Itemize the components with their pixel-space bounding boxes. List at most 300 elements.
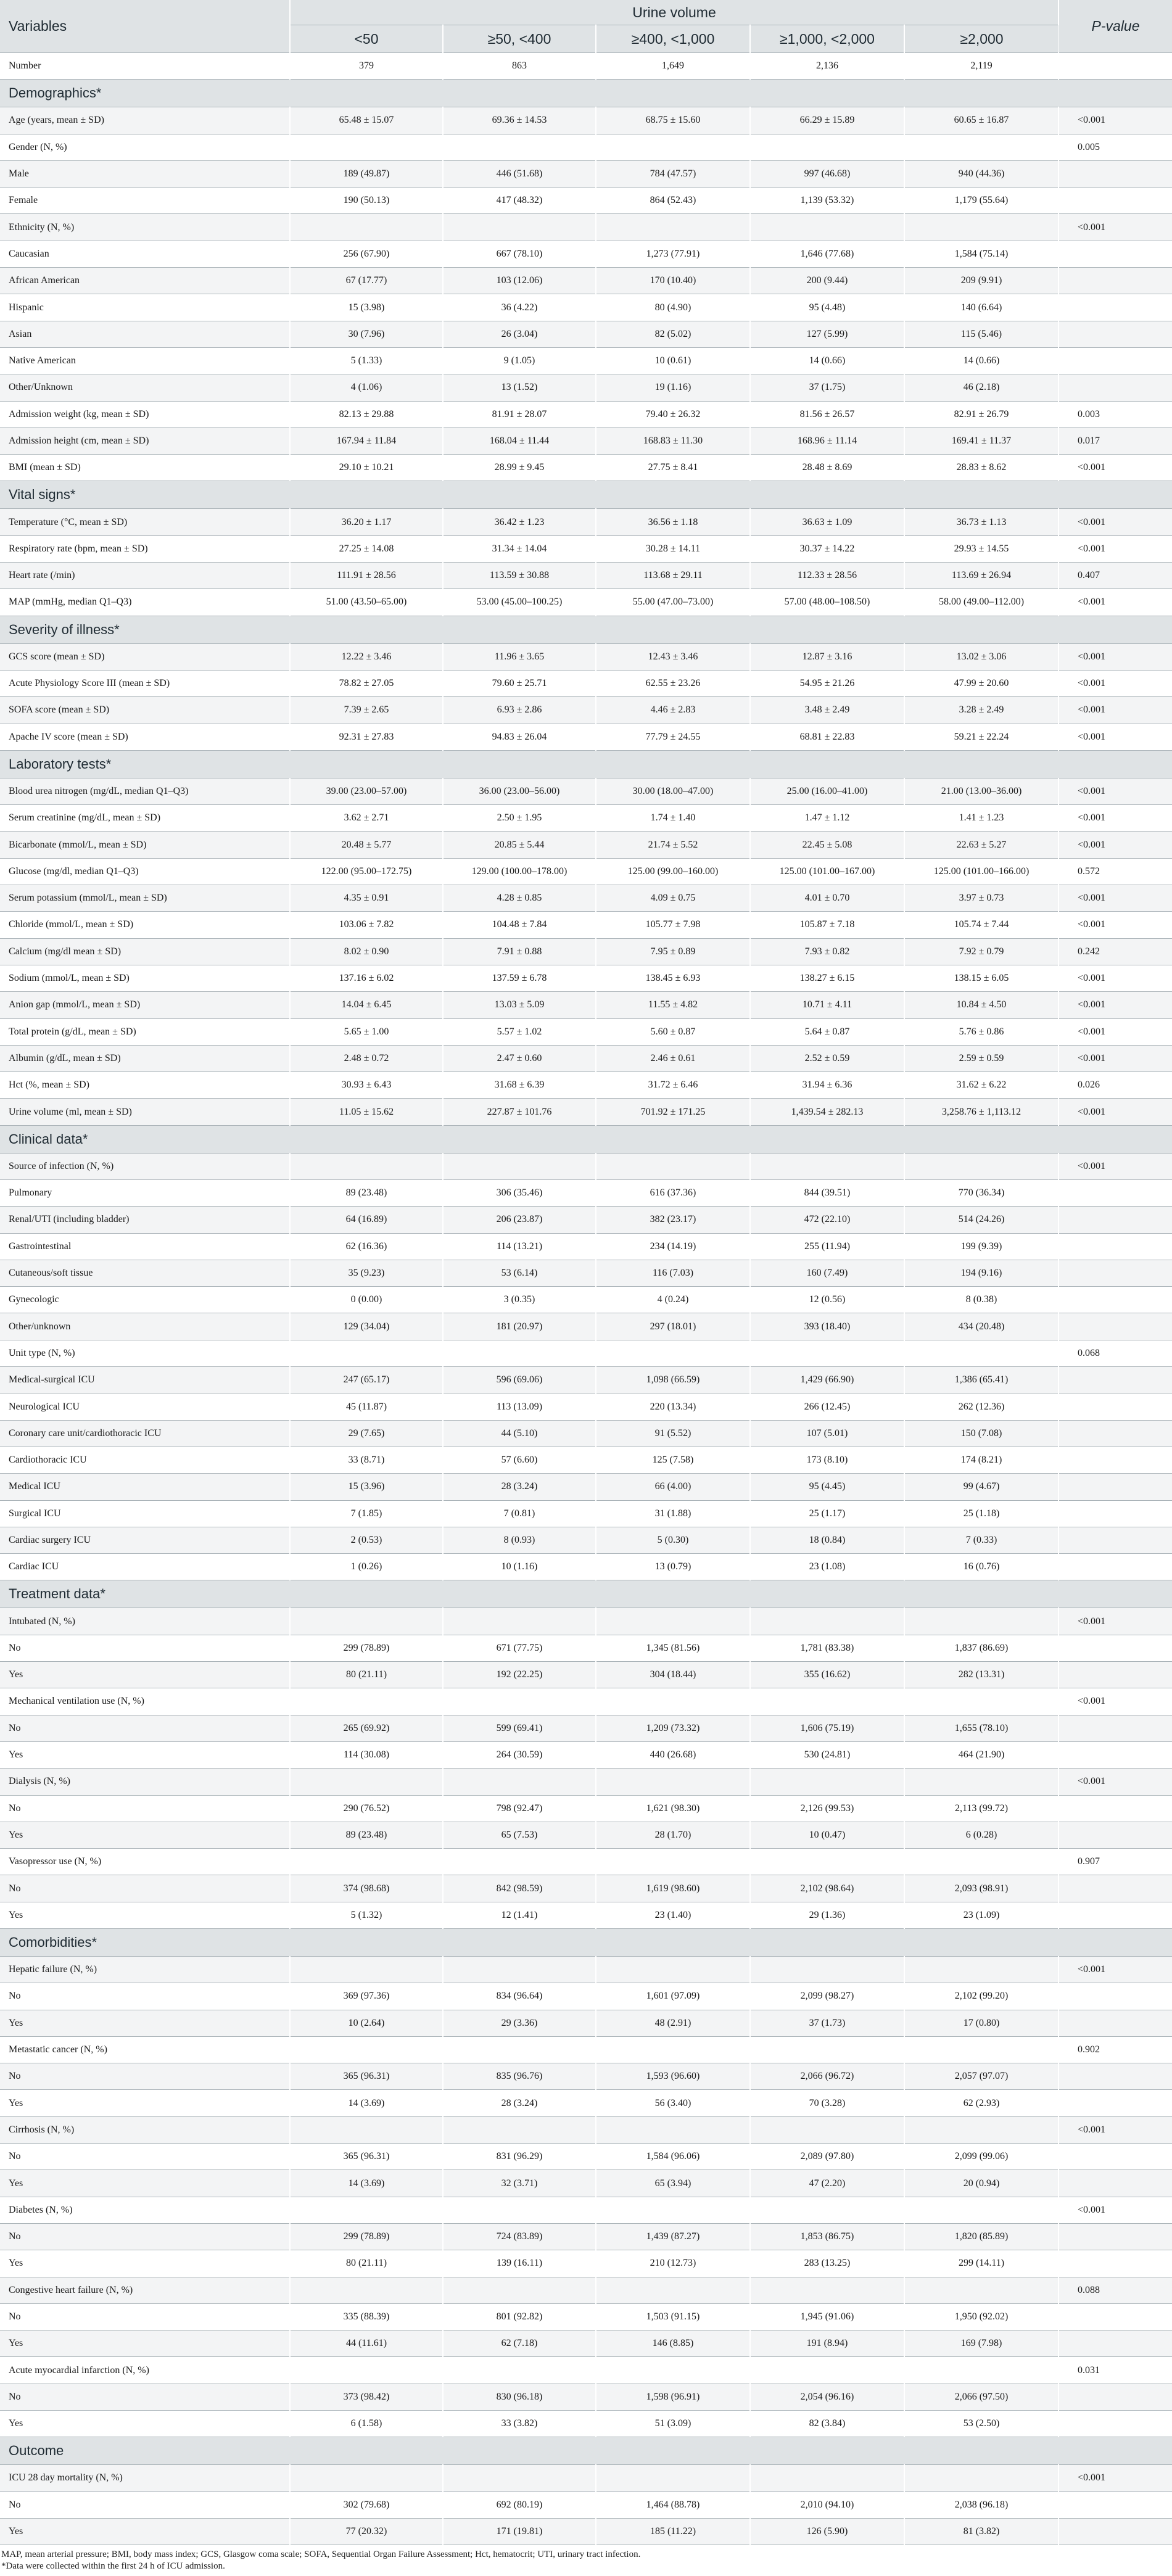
cell-group-3: 170 (10.40) (596, 268, 750, 294)
cell-group-1: 365 (96.31) (290, 2063, 443, 2090)
row-label: Male (0, 160, 290, 187)
row-label: Dialysis (N, %) (0, 1769, 290, 1795)
cell-group-5: 99 (4.67) (904, 1474, 1059, 1500)
cell-group-4: 25.00 (16.00–41.00) (750, 778, 904, 804)
table-row (0, 724, 1172, 750)
cell-group-1 (290, 2116, 443, 2143)
cell-p-value (1059, 188, 1172, 214)
cell-group-3 (596, 1688, 750, 1715)
row-label: Glucose (mg/dl, median Q1–Q3) (0, 858, 290, 885)
table-row (0, 427, 1172, 454)
cell-p-value (1059, 347, 1172, 374)
cell-p-value (1059, 1260, 1172, 1286)
cell-group-4: 31.94 ± 6.36 (750, 1072, 904, 1099)
cell-group-3: 440 (26.68) (596, 1741, 750, 1768)
table-row (0, 535, 1172, 562)
cell-group-4: 2,136 (750, 53, 904, 80)
cell-group-2 (443, 2197, 596, 2223)
row-label: No (0, 1795, 290, 1822)
cell-group-1 (290, 1153, 443, 1179)
cell-group-1: 0 (0.00) (290, 1287, 443, 1313)
cell-group-3: 1,598 (96.91) (596, 2384, 750, 2410)
table-row (0, 188, 1172, 214)
cell-group-1 (290, 214, 443, 241)
cell-group-2: 724 (83.89) (443, 2223, 596, 2250)
table-row (0, 2384, 1172, 2410)
table-row (0, 374, 1172, 401)
row-label: Neurological ICU (0, 1393, 290, 1420)
cell-group-5: 23 (1.09) (904, 1902, 1059, 1928)
row-label: Yes (0, 1902, 290, 1928)
cell-group-1: 335 (88.39) (290, 2303, 443, 2330)
cell-group-1: 20.48 ± 5.77 (290, 832, 443, 858)
row-label: No (0, 1983, 290, 2010)
row-label: Source of infection (N, %) (0, 1153, 290, 1179)
row-label: SOFA score (mean ± SD) (0, 697, 290, 724)
cell-group-2: 417 (48.32) (443, 188, 596, 214)
cell-group-4: 37 (1.75) (750, 374, 904, 401)
cell-group-5: 13.02 ± 3.06 (904, 643, 1059, 670)
cell-group-3: 185 (11.22) (596, 2518, 750, 2545)
cell-group-5: 140 (6.64) (904, 294, 1059, 321)
row-label: Congestive heart failure (N, %) (0, 2277, 290, 2303)
table-body (0, 53, 1172, 2545)
row-label: Heart rate (/min) (0, 563, 290, 589)
cell-p-value: <0.001 (1059, 805, 1172, 832)
cell-group-1: 39.00 (23.00–57.00) (290, 778, 443, 804)
cell-group-5: 5.76 ± 0.86 (904, 1018, 1059, 1045)
cell-group-1: 36.20 ± 1.17 (290, 509, 443, 535)
cell-group-3: 125 (7.58) (596, 1447, 750, 1473)
header-variables: Variables (0, 0, 290, 53)
cell-group-1: 247 (65.17) (290, 1367, 443, 1393)
cell-group-2: 33 (3.82) (443, 2411, 596, 2437)
cell-group-4 (750, 1957, 904, 1983)
cell-group-4: 1,429 (66.90) (750, 1367, 904, 1393)
cell-group-5: 199 (9.39) (904, 1233, 1059, 1260)
cell-group-2: 192 (22.25) (443, 1662, 596, 1688)
cell-group-3: 784 (47.57) (596, 160, 750, 187)
cell-group-1: 137.16 ± 6.02 (290, 965, 443, 991)
cell-group-2 (443, 134, 596, 160)
cell-p-value: 0.902 (1059, 2036, 1172, 2063)
cell-group-1 (290, 1957, 443, 1983)
cell-group-2: 36.42 ± 1.23 (443, 509, 596, 535)
row-label: Admission weight (kg, mean ± SD) (0, 401, 290, 427)
row-label: No (0, 1635, 290, 1661)
header-group-4: ≥1,000, <2,000 (750, 25, 904, 53)
row-label: Chloride (mmol/L, mean ± SD) (0, 912, 290, 938)
row-label: Coronary care unit/cardiothoracic ICU (0, 1420, 290, 1447)
cell-group-3 (596, 2197, 750, 2223)
cell-group-3: 1,601 (97.09) (596, 1983, 750, 2010)
table-row (0, 2465, 1172, 2491)
header-group-1: <50 (290, 25, 443, 53)
cell-group-5 (904, 2197, 1059, 2223)
cell-group-3: 1,593 (96.60) (596, 2063, 750, 2090)
cell-group-2: 13 (1.52) (443, 374, 596, 401)
table-row (0, 1207, 1172, 1233)
row-label: Other/unknown (0, 1313, 290, 1340)
cell-group-5: 2,102 (99.20) (904, 1983, 1059, 2010)
table-row (0, 2330, 1172, 2357)
cell-group-1: 299 (78.89) (290, 1635, 443, 1661)
cell-group-3: 1,584 (96.06) (596, 2144, 750, 2170)
cell-group-2 (443, 1608, 596, 1635)
cell-group-4: 997 (46.68) (750, 160, 904, 187)
cell-group-1: 122.00 (95.00–172.75) (290, 858, 443, 885)
cell-group-4: 1,139 (53.32) (750, 188, 904, 214)
cell-group-2: 26 (3.04) (443, 321, 596, 347)
cell-group-1: 51.00 (43.50–65.00) (290, 589, 443, 616)
cell-group-1 (290, 1849, 443, 1875)
cell-group-4: 23 (1.08) (750, 1554, 904, 1580)
cell-group-3 (596, 2036, 750, 2063)
cell-group-1: 373 (98.42) (290, 2384, 443, 2410)
cell-group-3: 66 (4.00) (596, 1474, 750, 1500)
cell-group-1: 35 (9.23) (290, 1260, 443, 1286)
row-label: Yes (0, 2170, 290, 2197)
cell-group-5: 1,655 (78.10) (904, 1715, 1059, 1741)
cell-group-4: 138.27 ± 6.15 (750, 965, 904, 991)
row-label: Diabetes (N, %) (0, 2197, 290, 2223)
cell-group-3: 11.55 ± 4.82 (596, 992, 750, 1018)
header-p-value: P-value (1059, 0, 1172, 53)
cell-group-4: 22.45 ± 5.08 (750, 832, 904, 858)
cell-group-1: 10 (2.64) (290, 2010, 443, 2036)
cell-group-2: 264 (30.59) (443, 1741, 596, 1768)
row-label: No (0, 2303, 290, 2330)
cell-group-1: 189 (49.87) (290, 160, 443, 187)
cell-group-4: 530 (24.81) (750, 1741, 904, 1768)
cell-group-5: 3.28 ± 2.49 (904, 697, 1059, 724)
cell-p-value (1059, 1179, 1172, 1206)
cell-group-5 (904, 1153, 1059, 1179)
table-row (0, 912, 1172, 938)
cell-group-3: 51 (3.09) (596, 2411, 750, 2437)
cell-group-3: 1,273 (77.91) (596, 241, 750, 267)
cell-group-2 (443, 1153, 596, 1179)
cell-p-value: <0.001 (1059, 535, 1172, 562)
cell-group-4: 2,099 (98.27) (750, 1983, 904, 2010)
cell-p-value: <0.001 (1059, 1957, 1172, 1983)
cell-group-1: 114 (30.08) (290, 1741, 443, 1768)
cell-group-1: 7.39 ± 2.65 (290, 697, 443, 724)
cell-group-2: 206 (23.87) (443, 1207, 596, 1233)
cell-group-1: 30 (7.96) (290, 321, 443, 347)
cell-group-1: 77 (20.32) (290, 2518, 443, 2545)
table-row (0, 1233, 1172, 1260)
cell-group-3: 1,503 (91.15) (596, 2303, 750, 2330)
cell-group-5: 16 (0.76) (904, 1554, 1059, 1580)
cell-group-1: 2.48 ± 0.72 (290, 1045, 443, 1071)
cell-group-2: 20.85 ± 5.44 (443, 832, 596, 858)
cell-group-2: 114 (13.21) (443, 1233, 596, 1260)
cell-group-1: 30.93 ± 6.43 (290, 1072, 443, 1099)
cell-group-2 (443, 2116, 596, 2143)
cell-group-5: 194 (9.16) (904, 1260, 1059, 1286)
cell-group-2: 69.36 ± 14.53 (443, 107, 596, 134)
cell-p-value: 0.026 (1059, 1072, 1172, 1099)
cell-group-3: 105.77 ± 7.98 (596, 912, 750, 938)
cell-group-2: 227.87 ± 101.76 (443, 1099, 596, 1125)
cell-group-5: 514 (24.26) (904, 1207, 1059, 1233)
table-row (0, 965, 1172, 991)
cell-group-2: 446 (51.68) (443, 160, 596, 187)
cell-group-4: 70 (3.28) (750, 2090, 904, 2116)
cell-group-3: 30.28 ± 14.11 (596, 535, 750, 562)
cell-group-2: 53 (6.14) (443, 1260, 596, 1286)
row-label: Vasopressor use (N, %) (0, 1849, 290, 1875)
cell-group-2: 599 (69.41) (443, 1715, 596, 1741)
cell-p-value (1059, 241, 1172, 267)
cell-group-4: 844 (39.51) (750, 1179, 904, 1206)
row-label: Calcium (mg/dl mean ± SD) (0, 938, 290, 965)
table-header (0, 0, 1172, 53)
cell-group-4: 2,126 (99.53) (750, 1795, 904, 1822)
cell-group-1: 27.25 ± 14.08 (290, 535, 443, 562)
cell-group-4: 266 (12.45) (750, 1393, 904, 1420)
table-row (0, 1367, 1172, 1393)
cell-group-3: 297 (18.01) (596, 1313, 750, 1340)
cell-group-5: 1,179 (55.64) (904, 188, 1059, 214)
table-row (0, 2170, 1172, 2197)
cell-group-2: 103 (12.06) (443, 268, 596, 294)
cell-group-3: 616 (37.36) (596, 1179, 750, 1206)
cell-group-5: 1,584 (75.14) (904, 241, 1059, 267)
table-row (0, 2116, 1172, 2143)
cell-group-3: 2.46 ± 0.61 (596, 1045, 750, 1071)
cell-group-3: 30.00 (18.00–47.00) (596, 778, 750, 804)
section-header (0, 1929, 1172, 1957)
cell-group-2: 57 (6.60) (443, 1447, 596, 1473)
cell-group-1: 89 (23.48) (290, 1179, 443, 1206)
cell-p-value (1059, 2063, 1172, 2090)
table-row (0, 1179, 1172, 1206)
cell-group-4: 2,066 (96.72) (750, 2063, 904, 2090)
cell-p-value: <0.001 (1059, 1608, 1172, 1635)
header-group-5: ≥2,000 (904, 25, 1059, 53)
table-row (0, 2250, 1172, 2277)
cell-group-5: 2,038 (96.18) (904, 2491, 1059, 2518)
cell-p-value: <0.001 (1059, 455, 1172, 481)
cell-group-1: 80 (21.11) (290, 1662, 443, 1688)
cell-p-value: <0.001 (1059, 214, 1172, 241)
cell-group-4: 105.87 ± 7.18 (750, 912, 904, 938)
cell-group-4: 393 (18.40) (750, 1313, 904, 1340)
table-row (0, 107, 1172, 134)
cell-group-3: 168.83 ± 11.30 (596, 427, 750, 454)
cell-group-3: 1,649 (596, 53, 750, 80)
cell-group-4 (750, 1769, 904, 1795)
cell-group-2 (443, 1340, 596, 1366)
row-label: Admission height (cm, mean ± SD) (0, 427, 290, 454)
table-row (0, 992, 1172, 1018)
cell-group-4: 14 (0.66) (750, 347, 904, 374)
cell-group-3: 10 (0.61) (596, 347, 750, 374)
row-label: Hct (%, mean ± SD) (0, 1072, 290, 1099)
cell-p-value: <0.001 (1059, 2465, 1172, 2491)
cell-group-2: 12 (1.41) (443, 1902, 596, 1928)
row-label: Serum potassium (mmol/L, mean ± SD) (0, 885, 290, 912)
row-label: ICU 28 day mortality (N, %) (0, 2465, 290, 2491)
row-label: Native American (0, 347, 290, 374)
table-row (0, 2223, 1172, 2250)
cell-p-value: 0.017 (1059, 427, 1172, 454)
cell-group-4: 200 (9.44) (750, 268, 904, 294)
table-row (0, 2010, 1172, 2036)
cell-group-4: 66.29 ± 15.89 (750, 107, 904, 134)
table-row (0, 2491, 1172, 2518)
section-title: Treatment data* (0, 1580, 1172, 1608)
cell-group-4: 25 (1.17) (750, 1500, 904, 1527)
cell-group-4: 107 (5.01) (750, 1420, 904, 1447)
cell-group-5: 17 (0.80) (904, 2010, 1059, 2036)
cell-group-5: 82.91 ± 26.79 (904, 401, 1059, 427)
cell-p-value: <0.001 (1059, 2116, 1172, 2143)
cell-group-3: 1,098 (66.59) (596, 1367, 750, 1393)
cell-group-1: 45 (11.87) (290, 1393, 443, 1420)
cell-group-4 (750, 2116, 904, 2143)
cell-group-2: 863 (443, 53, 596, 80)
row-label: Surgical ICU (0, 1500, 290, 1527)
table-row (0, 241, 1172, 267)
cell-group-1 (290, 2197, 443, 2223)
cell-group-5 (904, 1688, 1059, 1715)
cell-group-3 (596, 1849, 750, 1875)
cell-p-value (1059, 268, 1172, 294)
cell-group-3: 79.40 ± 26.32 (596, 401, 750, 427)
cell-group-2: 842 (98.59) (443, 1875, 596, 1902)
cell-group-4: 2,010 (94.10) (750, 2491, 904, 2518)
cell-group-1: 65.48 ± 15.07 (290, 107, 443, 134)
cell-group-2: 831 (96.29) (443, 2144, 596, 2170)
cell-p-value: 0.907 (1059, 1849, 1172, 1875)
row-label: Renal/UTI (including bladder) (0, 1207, 290, 1233)
cell-group-1: 265 (69.92) (290, 1715, 443, 1741)
cell-p-value: <0.001 (1059, 912, 1172, 938)
cell-group-1: 167.94 ± 11.84 (290, 427, 443, 454)
row-label: No (0, 2384, 290, 2410)
cell-group-2: 9 (1.05) (443, 347, 596, 374)
table-row (0, 1393, 1172, 1420)
cell-group-4: 28.48 ± 8.69 (750, 455, 904, 481)
cell-group-5 (904, 2465, 1059, 2491)
table-row (0, 321, 1172, 347)
row-label: Cardiothoracic ICU (0, 1447, 290, 1473)
table-row (0, 1662, 1172, 1688)
cell-group-3: 220 (13.34) (596, 1393, 750, 1420)
cell-group-3: 1,621 (98.30) (596, 1795, 750, 1822)
cell-group-4: 191 (8.94) (750, 2330, 904, 2357)
cell-group-3: 48 (2.91) (596, 2010, 750, 2036)
section-header (0, 2437, 1172, 2465)
cell-p-value (1059, 2170, 1172, 2197)
cell-group-1: 290 (76.52) (290, 1795, 443, 1822)
cell-group-5: 7 (0.33) (904, 1527, 1059, 1553)
cell-group-3: 77.79 ± 24.55 (596, 724, 750, 750)
cell-p-value: <0.001 (1059, 885, 1172, 912)
cell-group-4: 127 (5.99) (750, 321, 904, 347)
cell-group-5: 22.63 ± 5.27 (904, 832, 1059, 858)
cell-group-4: 1.47 ± 1.12 (750, 805, 904, 832)
row-label: Albumin (g/dL, mean ± SD) (0, 1045, 290, 1071)
cell-group-1: 365 (96.31) (290, 2144, 443, 2170)
cell-group-1: 379 (290, 53, 443, 80)
cell-group-2: 834 (96.64) (443, 1983, 596, 2010)
cell-group-2: 7.91 ± 0.88 (443, 938, 596, 965)
cell-group-1: 4.35 ± 0.91 (290, 885, 443, 912)
cell-group-1 (290, 134, 443, 160)
table-row (0, 2063, 1172, 2090)
cell-p-value: 0.005 (1059, 134, 1172, 160)
cell-group-2: 29 (3.36) (443, 2010, 596, 2036)
cell-group-5: 6 (0.28) (904, 1822, 1059, 1848)
cell-group-1: 4 (1.06) (290, 374, 443, 401)
row-label: Yes (0, 1822, 290, 1848)
table-row (0, 268, 1172, 294)
cell-group-5: 1.41 ± 1.23 (904, 805, 1059, 832)
cell-group-5 (904, 1340, 1059, 1366)
table-row (0, 509, 1172, 535)
row-label: Pulmonary (0, 1179, 290, 1206)
table-row (0, 1902, 1172, 1928)
row-label: Yes (0, 2518, 290, 2545)
table-row (0, 858, 1172, 885)
cell-group-5: 47.99 ± 20.60 (904, 670, 1059, 696)
cell-p-value (1059, 1474, 1172, 1500)
cell-group-2: 28.99 ± 9.45 (443, 455, 596, 481)
cell-p-value (1059, 1983, 1172, 2010)
cell-p-value: <0.001 (1059, 2197, 1172, 2223)
cell-p-value (1059, 1554, 1172, 1580)
cell-group-5: 940 (44.36) (904, 160, 1059, 187)
cell-group-3: 864 (52.43) (596, 188, 750, 214)
row-label: Asian (0, 321, 290, 347)
row-label: Ethnicity (N, %) (0, 214, 290, 241)
cell-group-3: 382 (23.17) (596, 1207, 750, 1233)
cell-group-1 (290, 2465, 443, 2491)
cell-group-4: 10.71 ± 4.11 (750, 992, 904, 1018)
cell-p-value (1059, 1795, 1172, 1822)
cell-group-1: 11.05 ± 15.62 (290, 1099, 443, 1125)
footnote-abbreviations: MAP, mean arterial pressure; BMI, body mass index; GCS, Glasgow coma scale; SOFA, Sequential Organ Failure Assessment; Hct, hematocrit; UTI, urinary tract infection. (1, 2549, 641, 2560)
table-row (0, 1983, 1172, 2010)
cell-group-2 (443, 214, 596, 241)
cell-group-5: 209 (9.91) (904, 268, 1059, 294)
table-row (0, 1875, 1172, 1902)
cell-group-3: 1,619 (98.60) (596, 1875, 750, 1902)
cell-p-value (1059, 294, 1172, 321)
cell-group-2: 5.57 ± 1.02 (443, 1018, 596, 1045)
cell-p-value: <0.001 (1059, 697, 1172, 724)
cell-group-1: 302 (79.68) (290, 2491, 443, 2518)
row-label: African American (0, 268, 290, 294)
row-label: No (0, 2063, 290, 2090)
table-row (0, 670, 1172, 696)
cell-group-5: 14 (0.66) (904, 347, 1059, 374)
cell-group-1: 89 (23.48) (290, 1822, 443, 1848)
cell-p-value: <0.001 (1059, 1045, 1172, 1071)
cell-group-4: 29 (1.36) (750, 1902, 904, 1928)
cell-group-2: 306 (35.46) (443, 1179, 596, 1206)
cell-group-3 (596, 214, 750, 241)
cell-group-4: 81.56 ± 26.57 (750, 401, 904, 427)
table-row (0, 563, 1172, 589)
cell-group-5: 2,119 (904, 53, 1059, 80)
cell-p-value: <0.001 (1059, 1153, 1172, 1179)
cell-group-4: 5.64 ± 0.87 (750, 1018, 904, 1045)
